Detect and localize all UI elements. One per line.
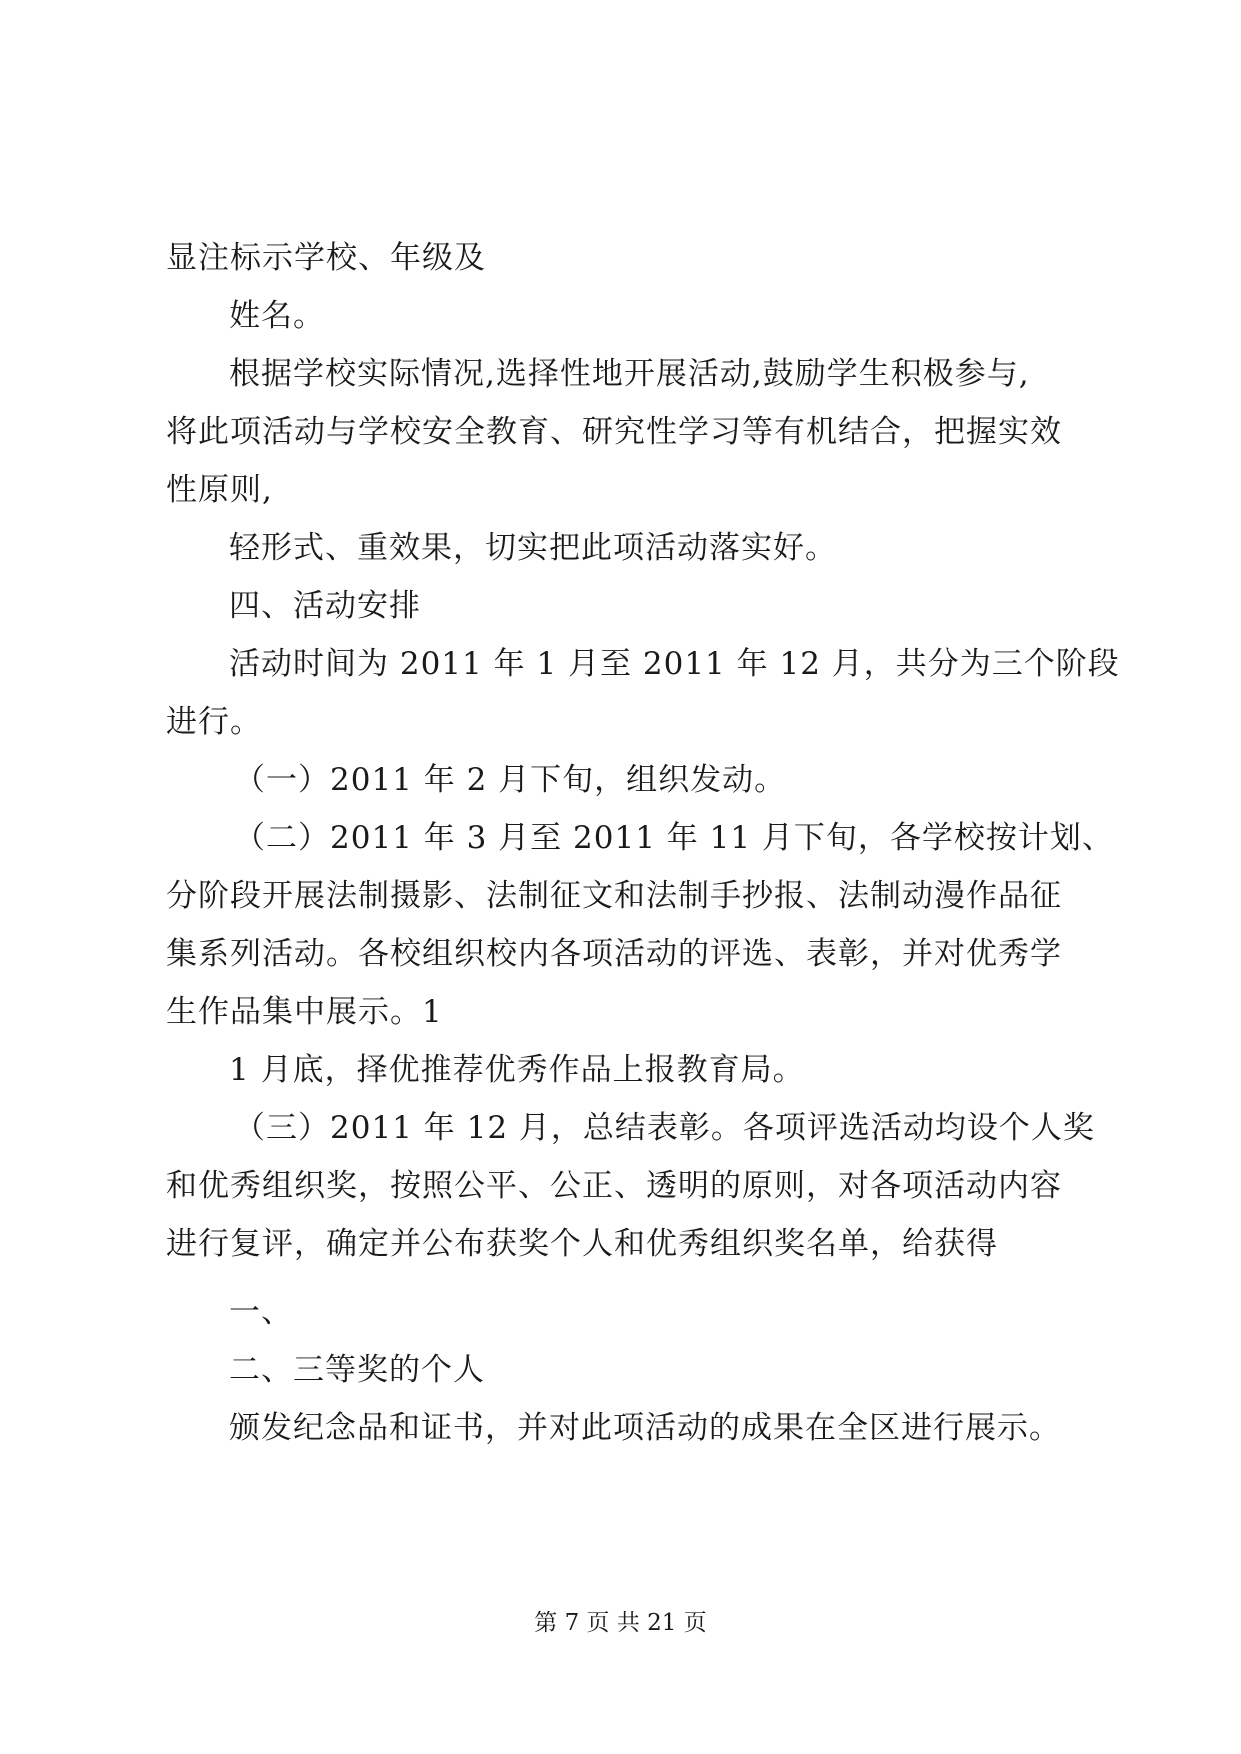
text-line: 一、 — [229, 1294, 293, 1330]
text-line: 和优秀组织奖，按照公平、公正、透明的原则，对各项活动内容 — [166, 1168, 1062, 1204]
text-line: 颁发纪念品和证书，并对此项活动的成果在全区进行展示。 — [229, 1410, 1061, 1446]
text-line: 性原则, — [166, 472, 273, 508]
text-line: 集系列活动。各校组织校内各项活动的评选、表彰，并对优秀学 — [166, 936, 1062, 972]
text-line: 生作品集中展示。1 — [166, 994, 443, 1030]
text-line: 轻形式、重效果，切实把此项活动落实好。 — [229, 530, 837, 566]
text-line: （二）2011 年 3 月至 2011 年 11 月下旬，各学校按计划、 — [234, 820, 1114, 856]
page-number-footer: 第 7 页 共 21 页 — [534, 1610, 707, 1636]
text-line: 显注标示学校、年级及 — [166, 240, 486, 276]
text-line: 二、三等奖的个人 — [229, 1352, 485, 1388]
text-line: 将此项活动与学校安全教育、研究性学习等有机结合，把握实效 — [166, 414, 1062, 450]
text-line: （三）2011 年 12 月，总结表彰。各项评选活动均设个人奖 — [234, 1110, 1095, 1146]
text-line: 进行复评，确定并公布获奖个人和优秀组织奖名单，给获得 — [166, 1226, 998, 1262]
text-line: 分阶段开展法制摄影、法制征文和法制手抄报、法制动漫作品征 — [166, 878, 1062, 914]
text-line: 活动时间为 2011 年 1 月至 2011 年 12 月，共分为三个阶段 — [229, 646, 1120, 682]
text-line: （一）2011 年 2 月下旬，组织发动。 — [234, 762, 787, 798]
text-line: 根据学校实际情况,选择性地开展活动,鼓励学生积极参与, — [229, 356, 1030, 392]
text-line: 姓名。 — [229, 298, 325, 334]
section-heading: 四、活动安排 — [229, 588, 421, 624]
text-line: 进行。 — [166, 704, 262, 740]
document-body — [166, 229, 1120, 1457]
text-line: 1 月底，择优推荐优秀作品上报教育局。 — [229, 1052, 805, 1088]
